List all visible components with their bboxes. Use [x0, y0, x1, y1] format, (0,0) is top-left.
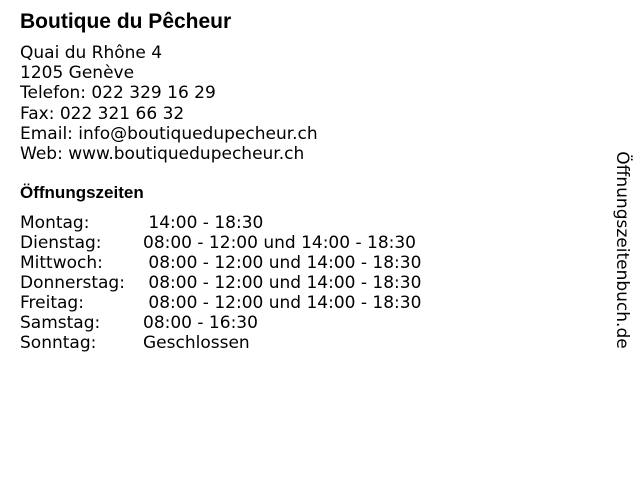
time-value: 08:00 - 12:00 und 14:00 - 18:30 [143, 253, 422, 273]
site-watermark: Öffnungszeitenbuch.de [612, 151, 632, 349]
time-value: 08:00 - 12:00 und 14:00 - 18:30 [143, 273, 422, 293]
day-label: Donnerstag: [20, 273, 125, 293]
phone-line: Telefon: 022 329 16 29 [20, 83, 216, 104]
web-line: Web: www.boutiquedupecheur.ch [20, 143, 305, 164]
hours-row-wednesday [20, 253, 460, 273]
address-block [20, 43, 318, 164]
time-value: 08:00 - 16:30 [143, 313, 258, 333]
day-label: Samstag: [20, 313, 101, 333]
email-line: Email: info@boutiquedupecheur.ch [20, 123, 318, 144]
hours-row-thursday [20, 273, 460, 293]
time-value: 08:00 - 12:00 und 14:00 - 18:30 [143, 293, 422, 313]
day-label: Freitag: [20, 293, 84, 313]
hours-row-friday [20, 293, 460, 313]
time-value: 14:00 - 18:30 [143, 213, 264, 233]
opening-hours-heading: Öffnungszeiten [20, 183, 144, 202]
business-name: Boutique du Pêcheur [20, 10, 232, 33]
hours-row-sunday [20, 333, 460, 353]
day-label: Montag: [20, 213, 90, 233]
fax-line: Fax: 022 321 66 32 [20, 103, 185, 124]
hours-row-monday [20, 213, 460, 233]
day-label: Mittwoch: [20, 253, 103, 273]
time-value: Geschlossen [143, 333, 250, 353]
street-line: Quai du Rhône 4 [20, 43, 163, 63]
opening-hours-table [20, 213, 460, 353]
day-label: Dienstag: [20, 233, 102, 253]
hours-row-tuesday [20, 233, 460, 253]
time-value: 08:00 - 12:00 und 14:00 - 18:30 [143, 233, 416, 253]
day-label: Sonntag: [20, 333, 97, 353]
hours-row-saturday [20, 313, 460, 333]
city-line: 1205 Genève [20, 63, 135, 84]
